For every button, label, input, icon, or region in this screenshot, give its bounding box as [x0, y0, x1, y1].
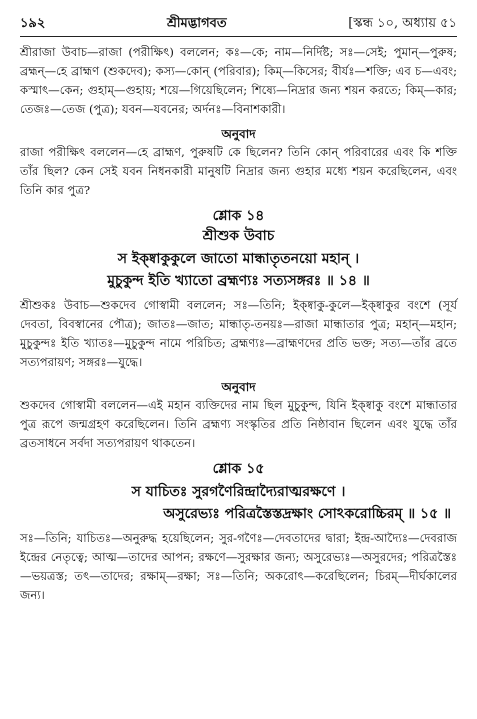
book-title: শ্রীমদ্ভাগবত [166, 16, 227, 31]
shloka-title-15: শ্লোক ১৫ [212, 461, 265, 477]
translation-paragraph-1: রাজা পরীক্ষিৎ বললেন—হে ব্রাহ্মণ, পুরুষটি কে ছিলেন? তিনি কোন্ পরিবারের এবং কি শক্তি তাঁর ছিল? কেন সেই যবন নিধনকারী মানুষটি নিদ্রার জন্য গুহার মধ্যে শয়ন করেছিলেন, এবং তিনি কার পুত্র? [20, 145, 457, 197]
translation-label-2: অনুবাদ [221, 380, 256, 394]
translation-label-1: অনুবাদ [221, 127, 256, 141]
chapter-reference: [স্কন্ধ ১০, অধ্যায় ৫১ [348, 16, 457, 31]
verse-15-line-2: অসুরেভ্যঃ পরিত্রস্তৈস্তদ্রক্ষাং সোঽকরোচ্চিরম্ ॥ ১৫ ॥ [163, 506, 451, 522]
synonyms-paragraph-2: শ্রীশুকঃ উবাচ—শুকদেব গোস্বামী বললেন; সঃ—তিনি; ইক্ষ্বাকু-কুলে—ইক্ষ্বাকুর বংশে (সূর্য দেবতা, বিবস্বানের পৌত্র); জাতঃ—জাত; মান্ধাতৃ-তনয়ঃ—রাজা মান্ধাতার পুত্র; মহান্—মহান; মুচুকুন্দঃ ইতি খ্যাতঃ—মুচুকুন্দ নামে পরিচিত; ব্রহ্মণ্যঃ—ব্রাহ্মণদের প্রতি ভক্ত; সত্য—তাঁর ব্রতে সত্যপরায়ণ; সঙ্গরঃ—যুদ্ধে। [20, 298, 457, 369]
page-number: ১৯২ [20, 16, 46, 31]
speaker-line: শ্রীশুক উবাচ [202, 228, 275, 244]
verse-14-line-1: স ইক্ষ্বাকুকুলে জাতো মান্ধাতৃতনয়ো মহান্ । [117, 251, 360, 267]
verse-15 [20, 481, 457, 525]
verse-14-line-2: মুচুকুন্দ ইতি খ্যাতো ব্রহ্মণ্যঃ সত্যসঙ্গরঃ ॥ ১৪ ॥ [107, 273, 370, 289]
verse-15-line-1: স যাচিতঃ সুরগণৈরিন্দ্রাদ্যৈরাত্মরক্ষণে । [131, 484, 346, 500]
synonyms-paragraph-1: শ্রীরাজা উবাচ—রাজা (পরীক্ষিৎ) বললেন; কঃ—কে; নাম—নির্দিষ্ট; সঃ—সেই; পুমান্—পুরুষ; ব্রহ্মন্—হে ব্রাহ্মণ (শুকদেব); কস্য—কোন্ (পরিবার); কিম্—কিসের; বীর্যঃ—শক্তি; এব চ—এবং; কস্মাৎ—কেন; গুহাম্—গুহায়; শয়ে—গিয়েছিলেন; শিষ্যে—নিদ্রার জন্য শয়ন করতে; কিম্—কার; তেজঃ—তেজ (পুত্র); যবন—যবনের; অর্দনঃ—বিনাশকারী। [20, 45, 457, 116]
synonyms-paragraph-3: সঃ—তিনি; যাচিতঃ—অনুরুদ্ধ হয়েছিলেন; সুর-গণৈঃ—দেবতাদের দ্বারা; ইন্দ্র-আদ্যৈঃ—দেবরাজ ইন্দ্রের নেতৃত্বে; আত্ম—তাদের আপন; রক্ষণে—সুরক্ষার জন্য; অসুরেভ্যঃ—অসুরদের; পরিত্রস্তৈঃ—ভয়ত্রস্ত; তৎ—তাদের; রক্ষাম্—রক্ষা; সঃ—তিনি; অকরোৎ—করেছিলেন; চিরম্—দীর্ঘকালের জন্য। [20, 531, 457, 602]
page-header [20, 14, 457, 37]
shloka-title-14: শ্লোক ১৪ [212, 208, 265, 224]
translation-paragraph-2: শুকদেব গোস্বামী বললেন—এই মহান ব্যক্তিদের নাম ছিল মুচুকুন্দ, যিনি ইক্ষ্বাকু বংশে মান্ধাতার পুত্র রূপে জন্মগ্রহণ করেছিলেন। তিনি ব্রহ্মণ্য সংস্কৃতির প্রতি নিষ্ঠাবান ছিলেন এবং যুদ্ধে তাঁর ব্রতসাধনে সর্বদা সত্যপরায়ণ থাকতেন। [20, 398, 457, 450]
verse-14 [20, 248, 457, 292]
